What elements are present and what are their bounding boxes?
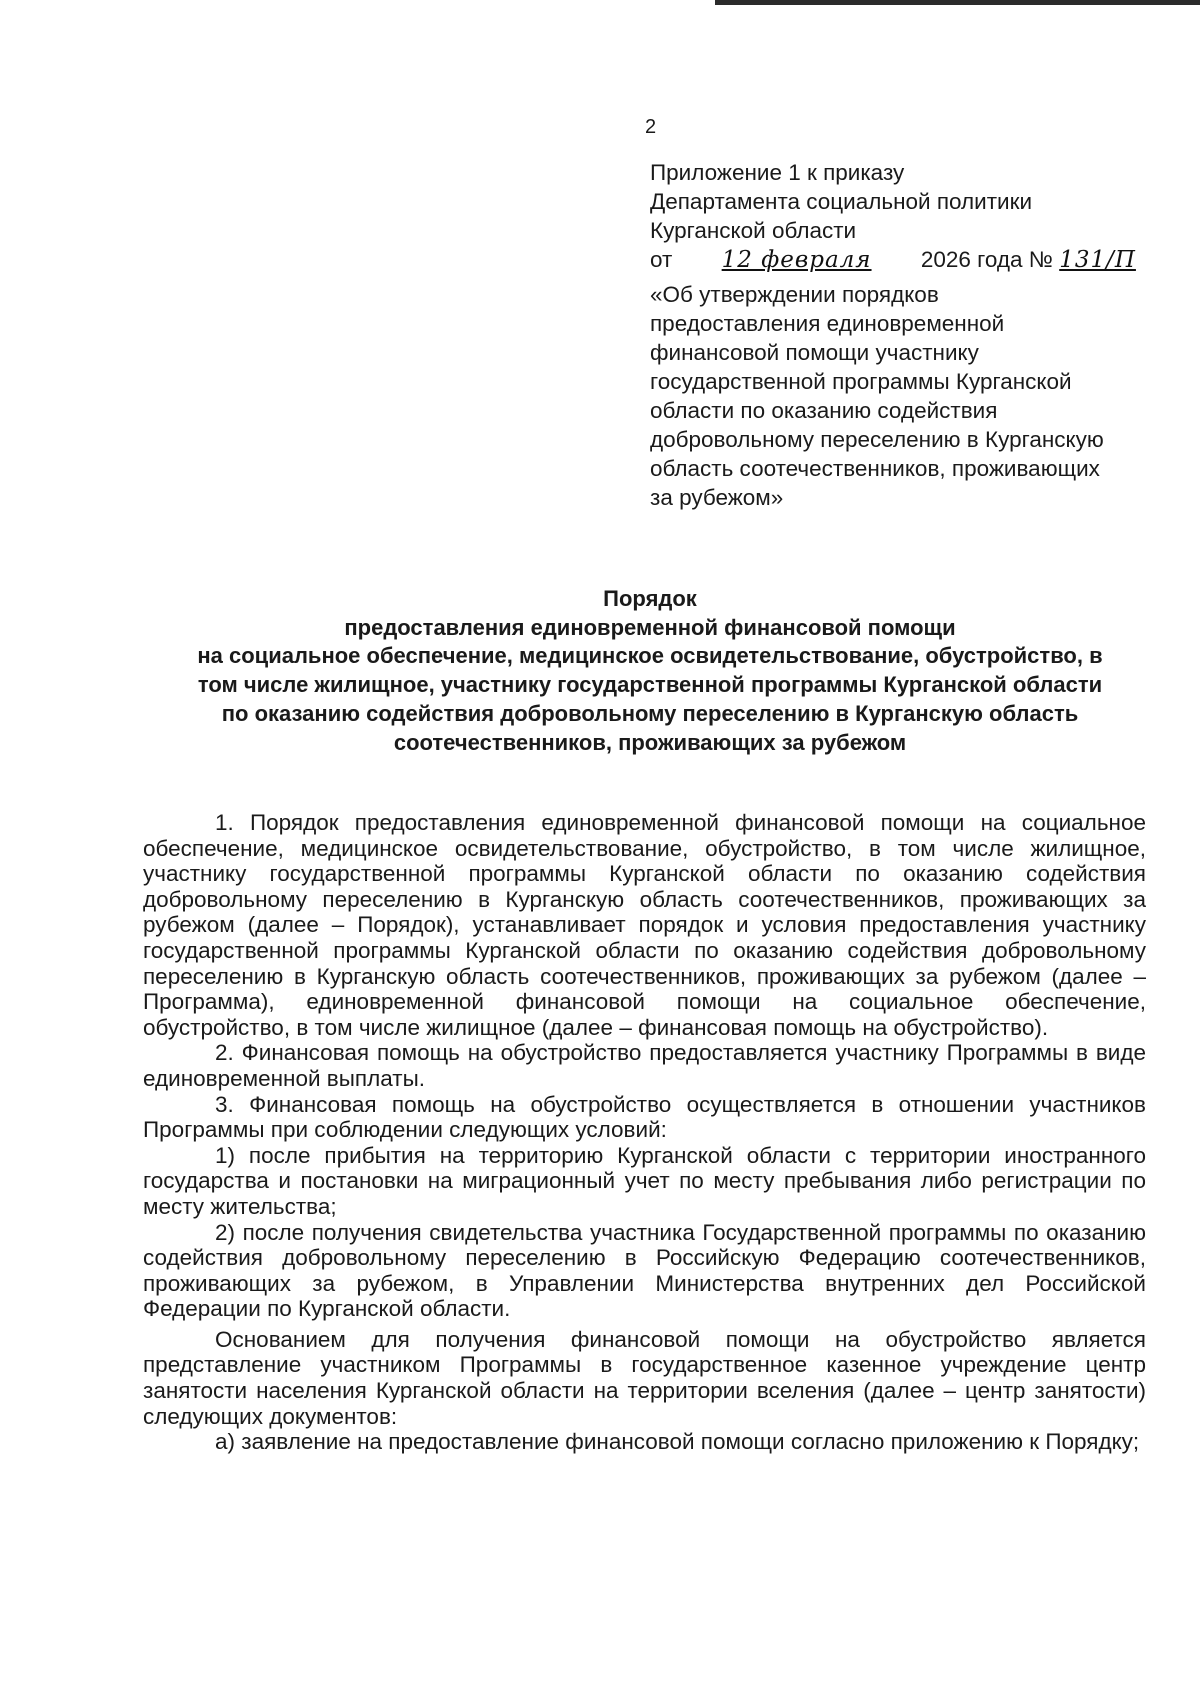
paragraph: 1) после прибытия на территорию Курганской области с территории иностранного государства и постановки на миграционный учет по месту пребывания либо регистрации по месту жительства; xyxy=(143,1142,1146,1219)
paragraph: а) заявление на предоставление финансовой помощи согласно приложению к Порядку; xyxy=(215,1429,1140,1455)
annex-date-line xyxy=(650,245,1170,275)
paragraph: 1. Порядок предоставления единовременной финансовой помощи на социальное обеспечение, медицинское освидетельствование, обустройство, в том числе жилищное, участнику государственной программы Курганской области по оказанию содействия добровольному переселению в Курганскую область соотечественников, проживающих за рубежом (далее – Порядок), устанавливает порядок и условия предоставления участнику государственной программы Курганской области по оказанию содействия добровольному переселению в Курганскую область соотечественников, проживающих за рубежом (далее – Программа), единовременной финансовой помощи на социальное обеспечение, обустройство, в том числе жилищное (далее – финансовая помощь на обустройство). xyxy=(143,810,1146,1040)
date-prefix: от xyxy=(650,247,673,272)
annex-line: Департамента социальной политики xyxy=(650,189,1033,214)
handwritten-date: 12 февраля xyxy=(721,247,872,273)
title-line: том числе жилищное, участнику государственной программы Курганской области xyxy=(197,672,1103,698)
order-title-line: область соотечественников, проживающих xyxy=(650,456,1100,481)
title-line: по оказанию содействия добровольному переселению в Курганскую область xyxy=(221,700,1079,726)
title-line: предоставления единовременной финансовой помощи xyxy=(344,614,956,640)
order-title-line: предоставления единовременной xyxy=(650,311,1005,336)
order-title-line: области по оказанию содействия xyxy=(650,398,998,423)
document-body xyxy=(143,810,1146,1455)
annex-block xyxy=(650,158,1170,512)
handwritten-order-number: 131/П xyxy=(1059,247,1136,273)
order-title xyxy=(650,280,1170,512)
paragraph: 3. Финансовая помощь на обустройство осуществляется в отношении участников Программы при соблюдении следующих условий: xyxy=(143,1091,1146,1143)
order-title-line: финансовой помощи участнику xyxy=(650,340,979,365)
page-number: 2 xyxy=(645,116,657,138)
annex-line: Курганской области xyxy=(650,218,857,243)
scan-edge-line xyxy=(715,0,1200,5)
title-line: соотечественников, проживающих за рубежом xyxy=(393,729,907,755)
title-line: на социальное обеспечение, медицинское освидетельствование, обустройство, в xyxy=(197,643,1103,669)
title-line: Порядок xyxy=(603,586,697,611)
order-title-line: «Об утверждении порядков xyxy=(650,282,939,307)
order-title-line: государственной программы Курганской xyxy=(650,369,1072,394)
paragraph: Основанием для получения финансовой помощи на обустройство является представление участником Программы в государственное казенное учреждение центр занятости населения Курганской области на территории вселения (далее – центр занятости) следующих документов: xyxy=(143,1326,1146,1429)
date-year-text: 2026 года № xyxy=(920,247,1053,272)
paragraph: 2) после получения свидетельства участника Государственной программы по оказанию содействия добровольному переселению в Российскую Федерацию соотечественников, проживающих за рубежом, в Управлении Министерства внутренних дел Российской Федерации по Курганской области. xyxy=(143,1219,1146,1322)
paragraph: 2. Финансовая помощь на обустройство предоставляется участнику Программы в виде единовременной выплаты. xyxy=(143,1040,1146,1091)
order-title-line: добровольному переселению в Курганскую xyxy=(650,427,1104,452)
document-title xyxy=(100,585,1200,757)
order-title-line: за рубежом» xyxy=(650,485,784,510)
annex-line: Приложение 1 к приказу xyxy=(650,160,905,185)
